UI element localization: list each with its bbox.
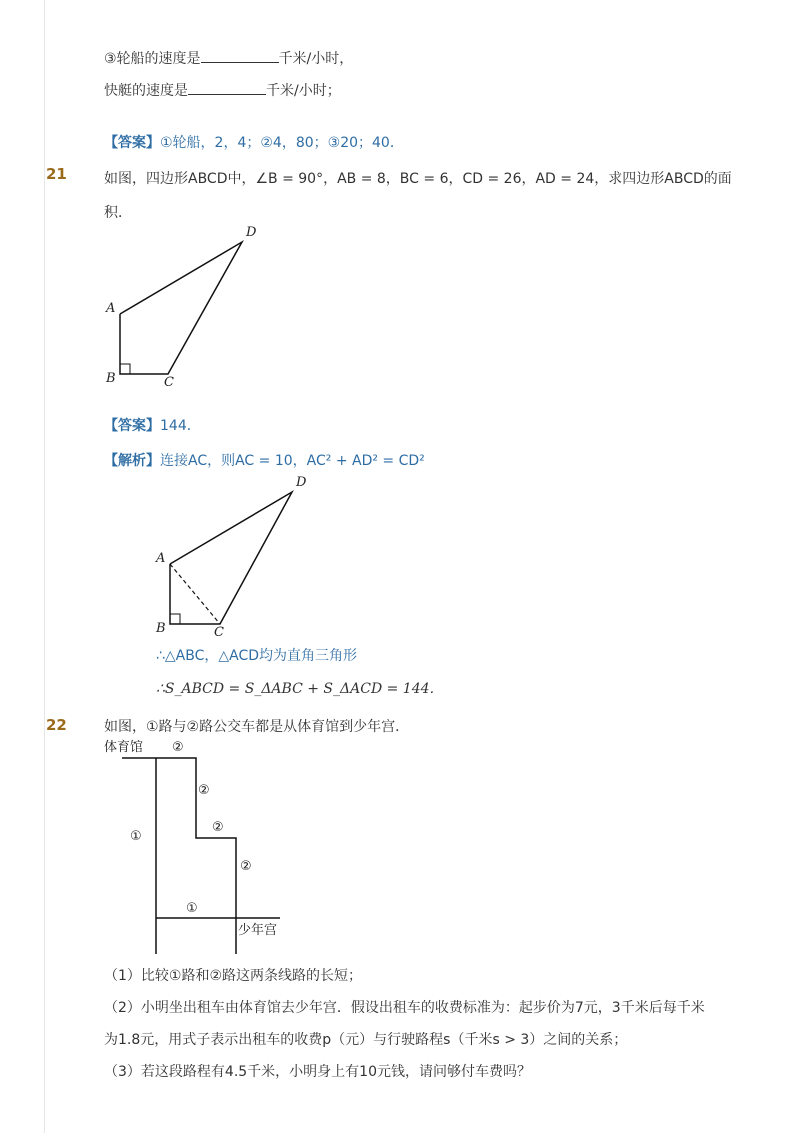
question-number-22: 22 <box>46 716 67 734</box>
q21-analysis <box>104 450 425 470</box>
route-diagram <box>100 736 300 960</box>
q20-answer <box>104 132 404 152</box>
vertex-label-c: C <box>214 625 224 640</box>
vertex-label-b: B <box>106 371 116 386</box>
route2-label: ② <box>212 820 224 835</box>
answer-text: ①轮船，2，4；②4，80；③20；40． <box>160 135 404 151</box>
route2-label: ② <box>172 740 184 755</box>
vertex-label-a: A <box>106 301 116 316</box>
answer-tag: 【答案】 <box>104 135 160 151</box>
q22-sub1: （1）比较①路和②路这两条线路的长短； <box>104 968 363 984</box>
answer-blank <box>188 82 266 95</box>
left-margin-rule <box>44 0 45 1133</box>
vertex-label-b: B <box>156 621 166 636</box>
answer-tag: 【答案】 <box>104 418 160 434</box>
q21-analysis-line2: ∴△ABC，△ACD均为直角三角形 <box>156 648 358 664</box>
route1-label: ① <box>186 901 198 916</box>
vertex-label-d: D <box>246 225 257 240</box>
question-number-21: 21 <box>46 165 67 183</box>
q22-sub3: （3）若这段路程有4.5千米，小明身上有10元钱，请问够付车费吗？ <box>104 1064 531 1080</box>
answer-text: 144． <box>160 418 201 434</box>
start-label: 体育馆 <box>104 740 144 755</box>
q20-line3: ③轮船的速度是 千米/小时， <box>104 51 354 67</box>
route1-label: ① <box>130 829 142 844</box>
route2-label: ② <box>240 859 252 874</box>
quadrilateral-figure-2 <box>150 472 320 642</box>
vertex-label-a: A <box>156 551 166 566</box>
q21-analysis-line3: ∴S_ABCD = S_ΔABC + S_ΔACD = 144． <box>156 681 444 697</box>
route2-label: ② <box>198 783 210 798</box>
q21-stem-line1: 如图，四边形ABCD中，∠B = 90°，AB = 8，BC = 6，CD = 26，AD = 24，求四边形ABCD的面 <box>104 171 732 187</box>
q20-line4: 快艇的速度是 千米/小时； <box>104 83 341 99</box>
analysis-line1: 连接AC，则AC = 10，AC² + AD² = CD² <box>160 453 425 469</box>
q22-sub2-line2: 为1.8元，用式子表示出租车的收费p（元）与行驶路程s（千米s > 3）之间的关系； <box>104 1032 628 1048</box>
end-label: 少年宫 <box>238 923 278 938</box>
analysis-tag: 【解析】 <box>104 453 160 469</box>
q21-answer <box>104 415 201 435</box>
q22-stem: 如图，①路与②路公交车都是从体育馆到少年宫． <box>104 719 410 735</box>
quadrilateral-figure-1 <box>100 222 270 392</box>
q22-sub2-line1: （2）小明坐出租车由体育馆去少年宫．假设出租车的收费标准为：起步价为7元，3千米后每千米 <box>104 1000 705 1016</box>
vertex-label-c: C <box>164 375 174 390</box>
answer-blank <box>201 50 279 63</box>
vertex-label-d: D <box>296 475 307 490</box>
q21-stem-line2: 积． <box>104 205 132 221</box>
